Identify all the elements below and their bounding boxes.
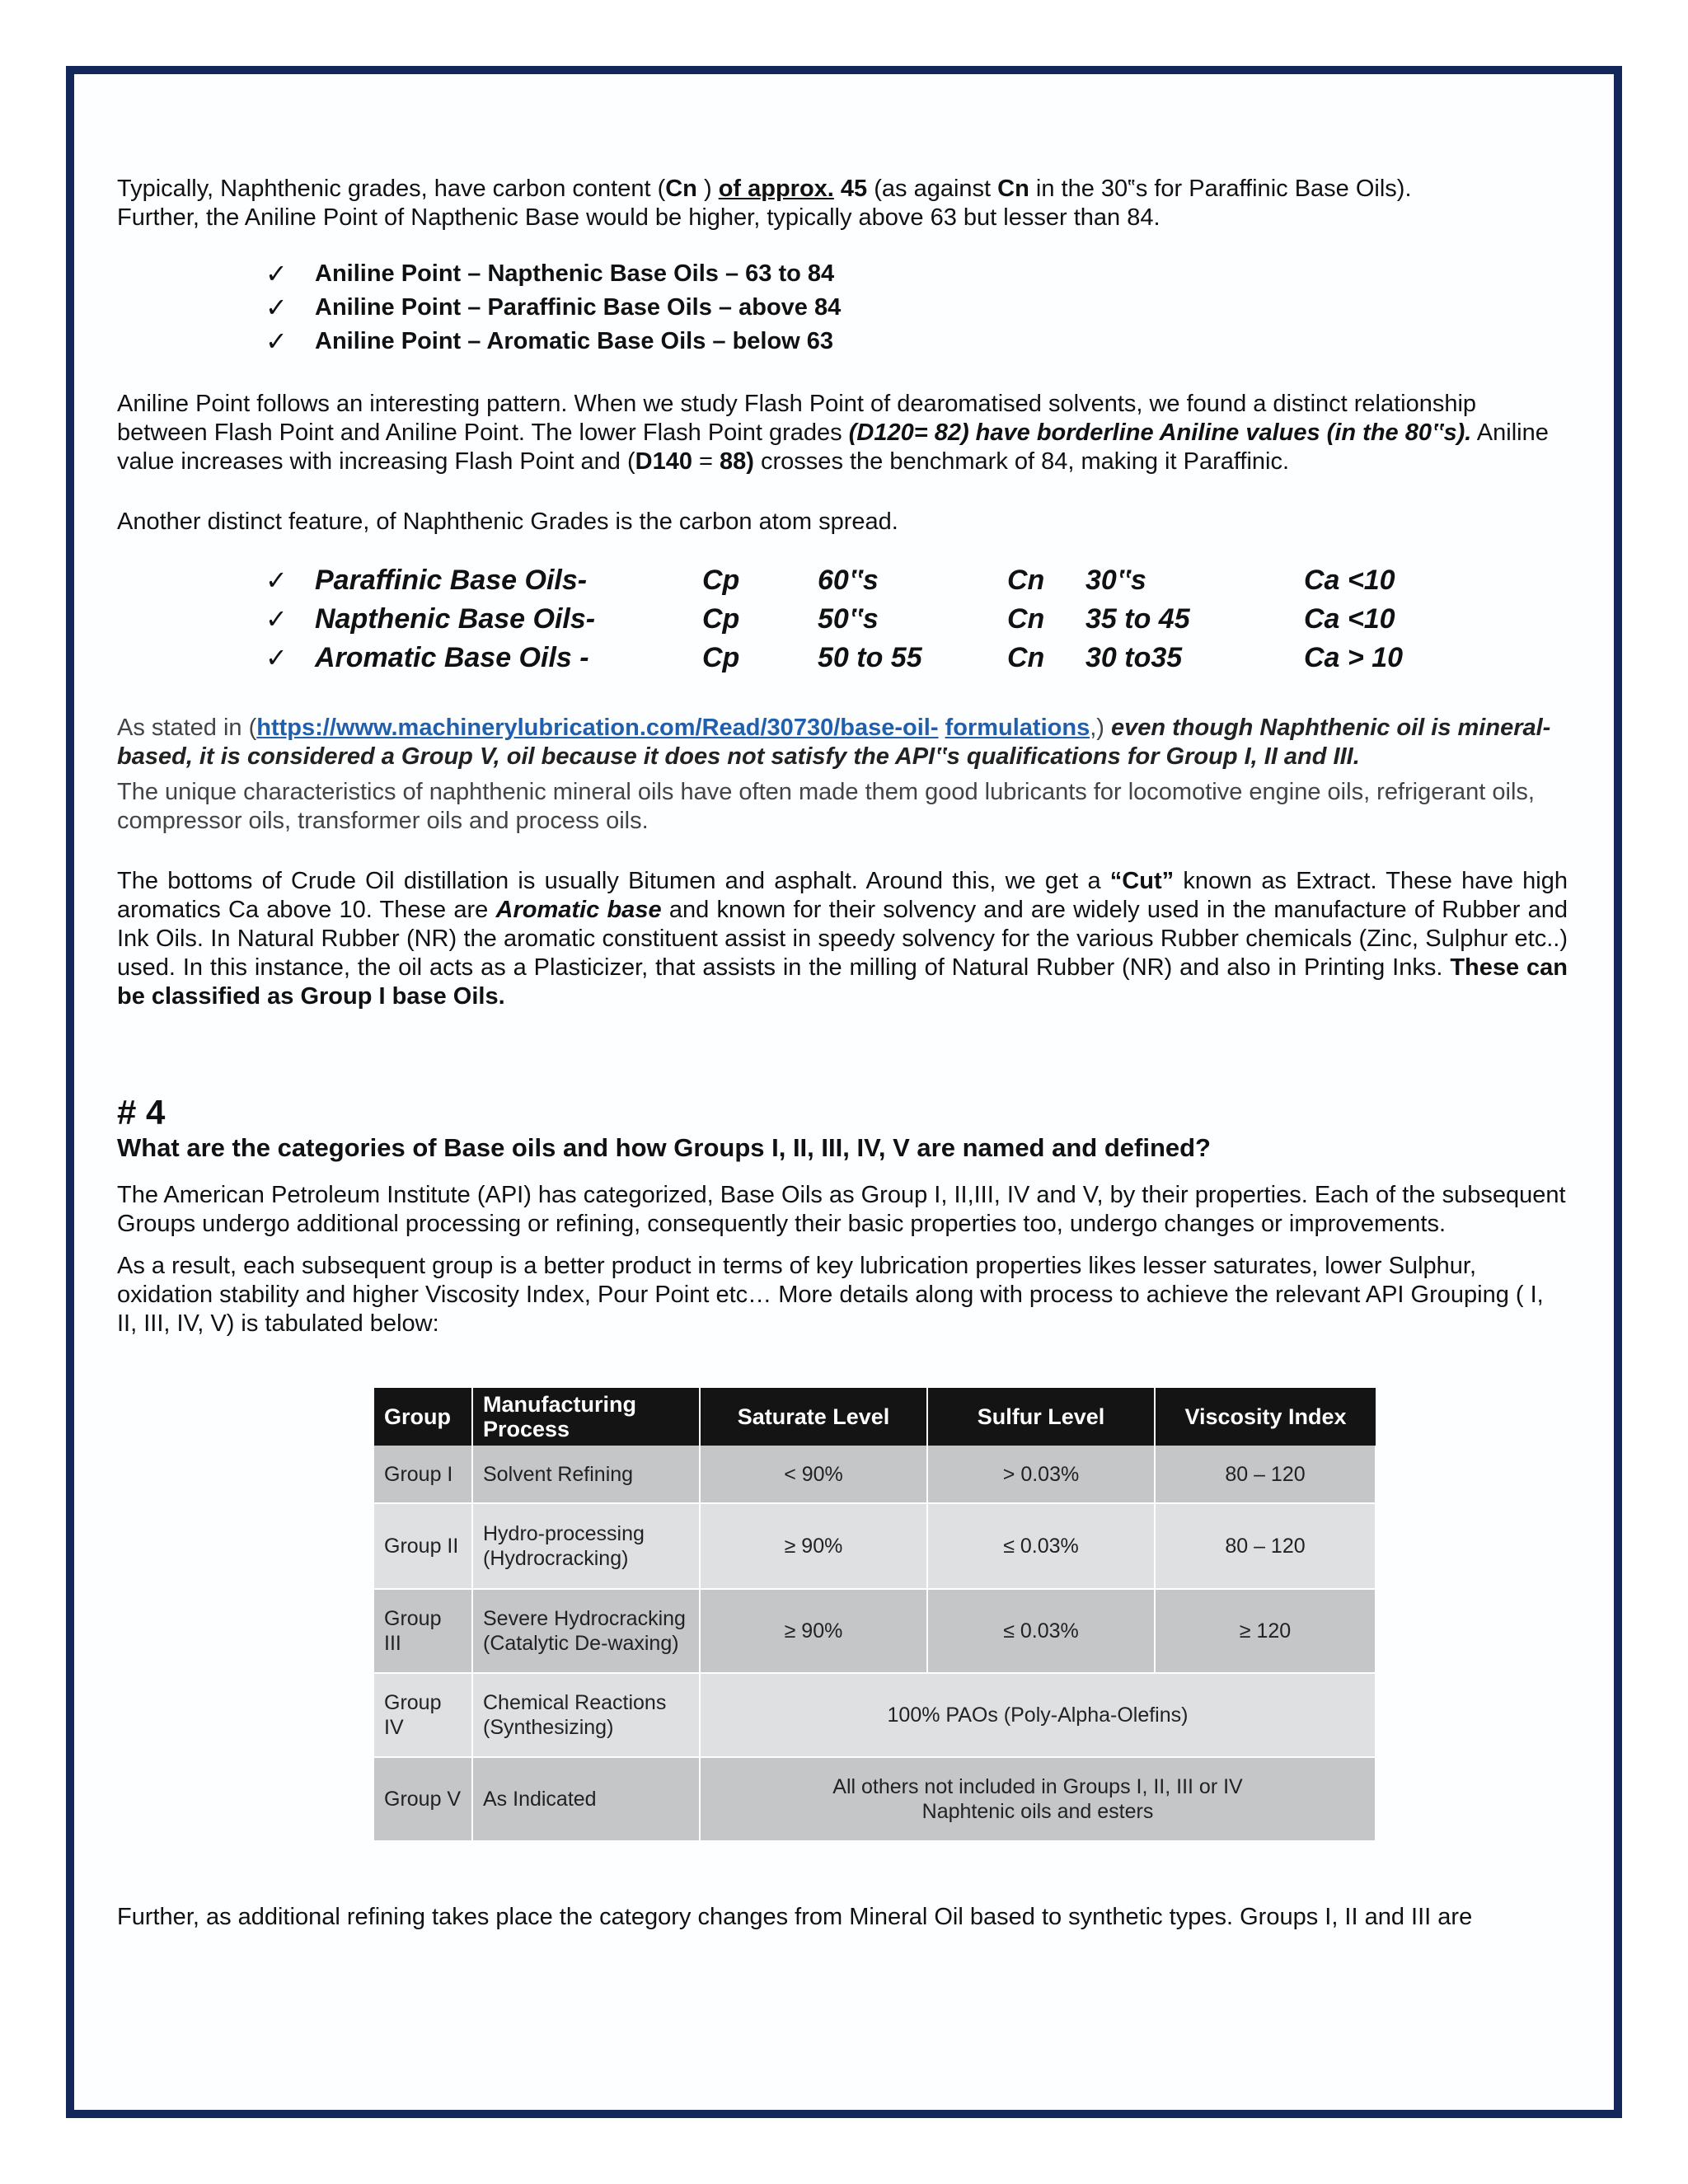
table-row: [374, 1446, 1376, 1503]
group-cell: Group II: [374, 1503, 472, 1589]
table-row: [374, 1673, 1376, 1757]
ca-value: Ca > 10: [1304, 642, 1404, 673]
process-cell: Hydro-processing (Hydrocracking): [472, 1503, 700, 1589]
oil-name: Napthenic Base Oils-: [315, 603, 596, 635]
sulfur-cell: ≤ 0.03%: [927, 1503, 1155, 1589]
bottoms-paragraph: [117, 867, 1568, 1011]
bold-italic-text: even though Naphthenic oil is mineral-based, it is considered a Group V, oil because it does not satisfy the API‟s qualifications for Group I, II and III.: [117, 715, 1551, 770]
cn-symbol: Cn: [665, 176, 697, 202]
sulfur-cell: > 0.03%: [927, 1446, 1155, 1503]
bold-text: These can be classified as Group I base Oils.: [117, 954, 1568, 1010]
saturate-cell: ≥ 90%: [700, 1503, 927, 1589]
approx-text: of approx.: [718, 176, 834, 202]
viscosity-cell: 80 – 120: [1155, 1446, 1376, 1503]
column-header: Saturate Level: [700, 1388, 927, 1446]
merged-cell: 100% PAOs (Poly-Alpha-Olefins): [700, 1673, 1376, 1757]
bold-text: D140: [635, 448, 692, 475]
column-header: Group: [374, 1388, 472, 1446]
spread-row: [265, 639, 1568, 677]
bold-text: “Cut”: [1109, 868, 1175, 894]
base-oil-groups-table: [374, 1388, 1376, 1842]
intro-text: Typically, Naphthenic grades, have carbon content (: [117, 176, 666, 202]
aniline-paragraph: [117, 390, 1568, 476]
stated-paragraph: [117, 714, 1568, 771]
table-header-row: [374, 1388, 1376, 1446]
bold-italic-text: Aromatic base: [495, 897, 662, 923]
viscosity-cell: 80 – 120: [1155, 1503, 1376, 1589]
list-item-text: Aniline Point – Napthenic Base Oils – 63 to 84: [315, 260, 835, 287]
list-item-text: Aniline Point – Aromatic Base Oils – below 63: [315, 328, 834, 354]
checkmark-icon: ✓: [265, 604, 288, 634]
oil-name: Aromatic Base Oils -: [315, 642, 589, 673]
saturate-cell: < 90%: [700, 1446, 927, 1503]
cn-value: 30‟s: [1085, 565, 1146, 596]
process-cell: Severe Hydrocracking (Catalytic De-waxing): [472, 1589, 700, 1673]
list-item: [265, 325, 1568, 359]
cn-symbol: Cn: [997, 176, 1029, 202]
spread-row: [265, 600, 1568, 639]
bold-italic-text: (D120= 82) have borderline Aniline values (in the 80‟s).: [848, 419, 1472, 446]
column-header: Viscosity Index: [1155, 1388, 1376, 1446]
group-cell: Group V: [374, 1757, 472, 1841]
process-cell: Solvent Refining: [472, 1446, 700, 1503]
checkmark-icon: ✓: [265, 565, 288, 595]
unique-paragraph: The unique characteristics of naphthenic mineral oils have often made them good lubricants for locomotive engine oils, refrigerant oils, compressor oils, transformer oils and process oils.: [117, 779, 1535, 834]
carbon-spread-list: [265, 561, 1568, 677]
para-text: Aniline value increases with increasing Flash Point and (: [117, 419, 1549, 475]
oil-name: Paraffinic Base Oils-: [315, 565, 588, 596]
cn-value: 35 to 45: [1085, 603, 1190, 635]
spread-row: [265, 561, 1568, 600]
list-item: [265, 291, 1568, 325]
api-paragraph: The American Petroleum Institute (API) has categorized, Base Oils as Group I, II,III, IV and V, by their properties. Each of the subsequent Groups undergo additional processing or refining, consequently their basic properties too, undergo changes or improvements.: [117, 1182, 1566, 1237]
cp-value: 50 to 55: [818, 642, 922, 673]
cn-symbol: Cn: [1007, 603, 1045, 635]
cp-symbol: Cp: [702, 565, 740, 596]
checkmark-icon: ✓: [265, 326, 288, 356]
cp-symbol: Cp: [702, 642, 740, 673]
ca-value: Ca <10: [1304, 565, 1395, 596]
further-paragraph: Further, as additional refining takes place the category changes from Mineral Oil based to synthetic types. Groups I, II and III are: [117, 1904, 1473, 1930]
intro-text: (as against: [867, 176, 998, 202]
reference-link[interactable]: formulations: [945, 715, 1090, 741]
checkmark-icon: ✓: [265, 259, 288, 288]
intro-line-2: Further, the Aniline Point of Napthenic Base would be higher, typically above 63 but lesser than 84.: [117, 204, 1160, 231]
group-cell: Group I: [374, 1446, 472, 1503]
cn-symbol: Cn: [1007, 565, 1045, 596]
checkmark-icon: ✓: [265, 293, 288, 322]
document-body: [117, 175, 1568, 1932]
table-row: [374, 1757, 1376, 1841]
bold-text: 88): [720, 448, 754, 475]
cp-value: 50‟s: [818, 603, 879, 635]
table-row: [374, 1589, 1376, 1673]
cp-value: 60‟s: [818, 565, 879, 596]
para-text: As stated in (: [117, 715, 257, 741]
para-text: =: [692, 448, 720, 475]
aniline-point-list: [265, 257, 1568, 359]
spread-intro: Another distinct feature, of Naphthenic Grades is the carbon atom spread.: [117, 509, 898, 535]
cn-symbol: Cn: [1007, 642, 1045, 673]
viscosity-cell: ≥ 120: [1155, 1589, 1376, 1673]
para-text: Aniline Point follows an interesting pattern. When we study Flash Point of dearomatised solvents, we found a distinct relationship between Flash Point and Aniline Point. The lower Flash Point grades: [117, 391, 1477, 446]
section-title: What are the categories of Base oils and how Groups I, II, III, IV, V are named and defined?: [117, 1133, 1211, 1162]
section-number: # 4: [117, 1093, 166, 1132]
para-text: known as Extract. These have high aromatics Ca above 10. These are: [117, 868, 1568, 923]
cp-symbol: Cp: [702, 603, 740, 635]
intro-text: ): [696, 176, 719, 202]
saturate-cell: ≥ 90%: [700, 1589, 927, 1673]
merged-cell: All others not included in Groups I, II, III or IV Naphtenic oils and esters: [700, 1757, 1376, 1841]
table-row: [374, 1503, 1376, 1589]
cn-value: 30 to35: [1085, 642, 1183, 673]
process-cell: Chemical Reactions (Synthesizing): [472, 1673, 700, 1757]
para-text: ,): [1090, 715, 1111, 741]
result-paragraph: As a result, each subsequent group is a better product in terms of key lubrication properties likes lesser saturates, lower Sulphur, oxidation stability and higher Viscosity Index, Pour Point etc… More details along with process to achieve the relevant API Grouping ( I, II, III, IV, V) is tabulated below:: [117, 1253, 1544, 1337]
group-cell: Group III: [374, 1589, 472, 1673]
column-header: Sulfur Level: [927, 1388, 1155, 1446]
intro-paragraph: [117, 175, 1568, 232]
checkmark-icon: ✓: [265, 643, 288, 673]
process-cell: As Indicated: [472, 1757, 700, 1841]
ca-value: Ca <10: [1304, 603, 1395, 635]
intro-text: in the 30‟s for Paraffinic Base Oils).: [1029, 176, 1412, 202]
approx-value: 45: [833, 176, 868, 202]
para-text: crosses the benchmark of 84, making it Paraffinic.: [753, 448, 1290, 475]
para-text: The bottoms of Crude Oil distillation is usually Bitumen and asphalt. Around this, we get a: [117, 868, 1110, 894]
para-text: and known for their solvency and are widely used in the manufacture of Rubber and Ink Oils. In Natural Rubber (NR) the aromatic constituent assist in speedy solvency for the various Rubber chemicals (Zinc, Sulphur etc..) used. In this instance, the oil acts as a Plasticizer, that assists in the milling of Natural Rubber (NR) and also in Printing Inks.: [117, 897, 1568, 981]
list-item-text: Aniline Point – Paraffinic Base Oils – above 84: [315, 294, 842, 321]
reference-link[interactable]: https://www.machinerylubrication.com/Read/30730/base-oil-: [256, 715, 939, 741]
sulfur-cell: ≤ 0.03%: [927, 1589, 1155, 1673]
group-cell: Group IV: [374, 1673, 472, 1757]
column-header: Manufacturing Process: [472, 1388, 700, 1446]
list-item: [265, 257, 1568, 291]
